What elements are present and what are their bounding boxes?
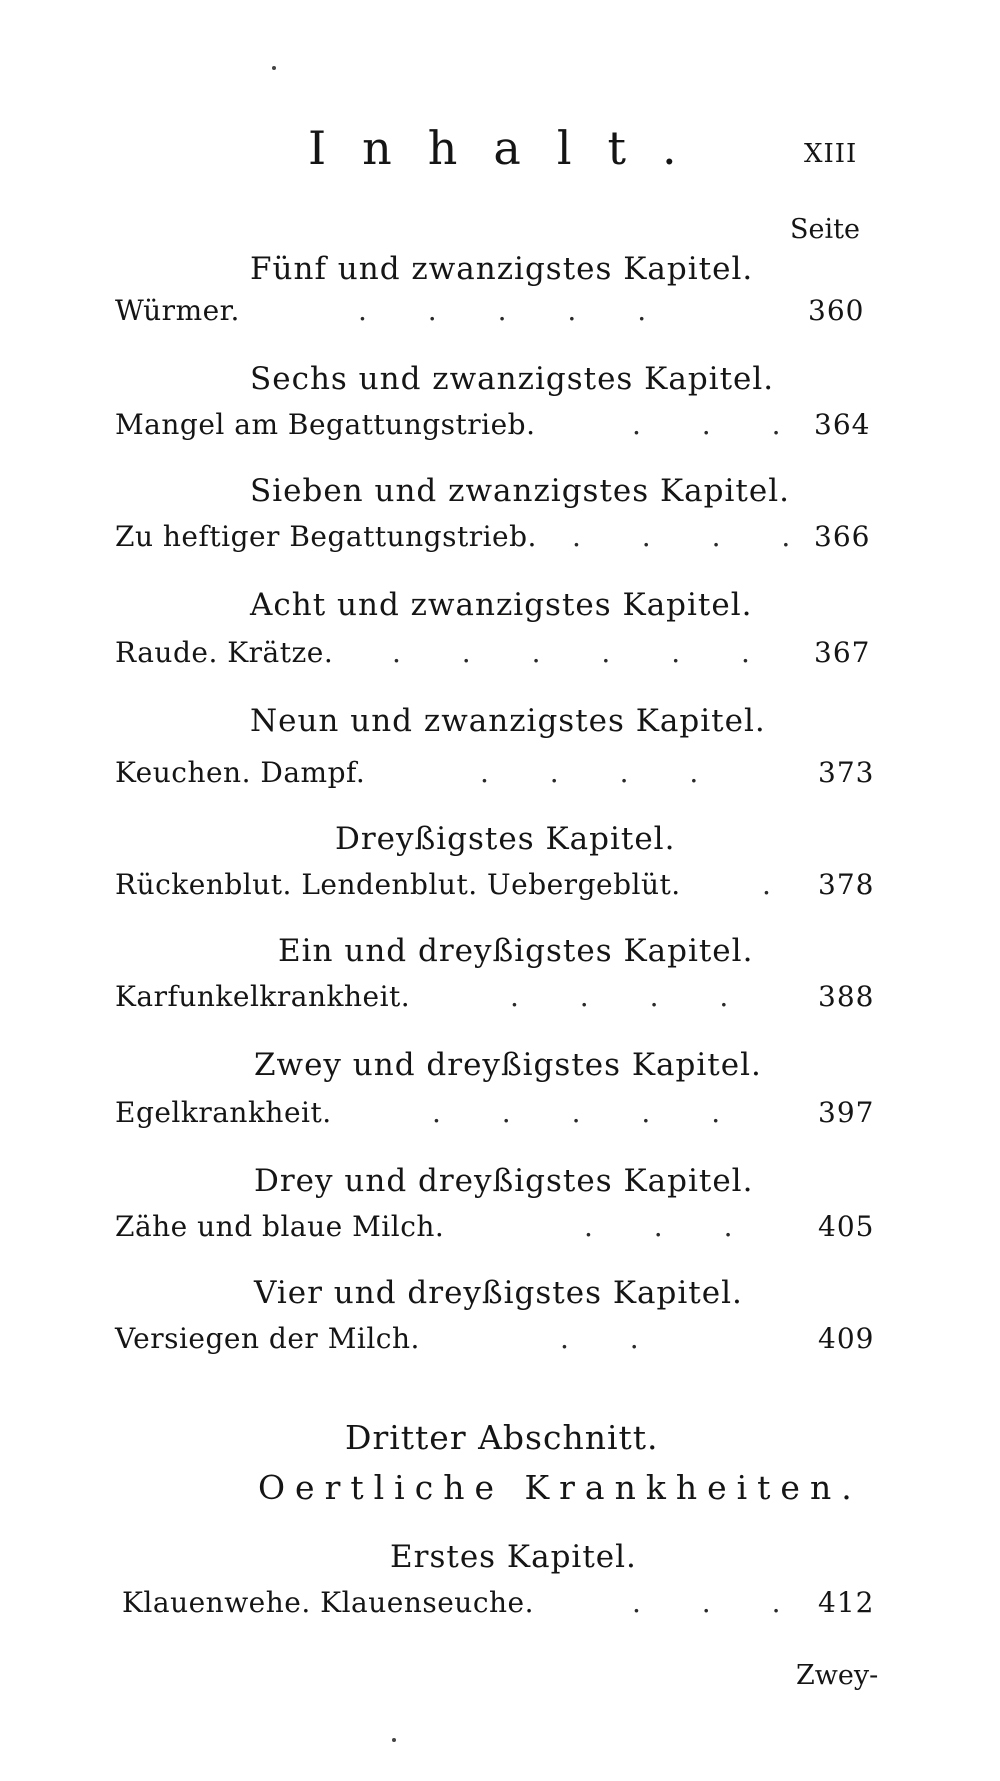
page-number: XIII	[804, 139, 858, 169]
chapter-heading: Zwey und dreyßigstes Kapitel.	[254, 1047, 762, 1083]
entry-page-number: 397	[818, 1096, 875, 1129]
chapter-heading: Vier und dreyßigstes Kapitel.	[254, 1275, 743, 1311]
section-title: Dritter Abschnitt.	[345, 1418, 659, 1457]
entry-page-number: 409	[818, 1322, 875, 1355]
entry-title: Würmer.	[115, 294, 240, 327]
entry-page-number: 378	[818, 868, 875, 901]
chapter-heading: Sechs und zwanzigstes Kapitel.	[250, 361, 775, 397]
entry-title: Egelkrankheit.	[115, 1096, 332, 1129]
dot-leader: . . . . . .	[392, 636, 776, 669]
ink-speck	[272, 66, 276, 70]
entry-title: Karfunkelkrankheit.	[115, 980, 411, 1013]
entry-page-number: 366	[814, 520, 871, 553]
running-title: Inhalt.	[308, 121, 713, 175]
chapter-heading: Sieben und zwanzigstes Kapitel.	[250, 473, 790, 509]
entry-page-number: 405	[818, 1210, 875, 1243]
dot-leader: . . . .	[510, 980, 755, 1013]
chapter-heading: Ein und dreyßigstes Kapitel.	[278, 933, 754, 969]
dot-leader: . . .	[632, 1586, 807, 1619]
entry-title: Zu heftiger Begattungstrieb.	[115, 520, 537, 553]
catchword: Zwey-	[796, 1660, 879, 1691]
entry-title: Zähe und blaue Milch.	[115, 1210, 445, 1243]
entry-page-number: 388	[818, 980, 875, 1013]
entry-page-number: 373	[818, 756, 875, 789]
dot-leader: . . . .	[480, 756, 725, 789]
entry-page-number: 412	[818, 1586, 875, 1619]
entry-title: Klauenwehe. Klauenseuche.	[122, 1586, 535, 1619]
ink-speck	[392, 1738, 396, 1742]
dot-leader: . . . . .	[358, 294, 673, 327]
dot-leader: . . . .	[572, 520, 817, 553]
entry-page-number: 367	[814, 636, 871, 669]
entry-title: Versiegen der Milch.	[115, 1322, 420, 1355]
entry-title: Keuchen. Dampf.	[115, 756, 366, 789]
section-subtitle: Oertliche Krankheiten.	[258, 1468, 862, 1507]
chapter-heading: Dreyßigstes Kapitel.	[335, 821, 676, 857]
chapter-heading: Drey und dreyßigstes Kapitel.	[254, 1163, 754, 1199]
dot-leader: . . .	[632, 408, 807, 441]
entry-title: Rückenblut. Lendenblut. Uebergeblüt.	[115, 868, 681, 901]
dot-leader: . . .	[584, 1210, 759, 1243]
dot-leader: .	[762, 868, 797, 901]
entry-title: Raude. Krätze.	[115, 636, 334, 669]
entry-title: Mangel am Begattungstrieb.	[115, 408, 536, 441]
chapter-heading: Acht und zwanzigstes Kapitel.	[250, 587, 753, 623]
chapter-heading: Neun und zwanzigstes Kapitel.	[250, 703, 766, 739]
entry-page-number: 364	[814, 408, 871, 441]
entry-page-number: 360	[808, 294, 865, 327]
chapter-heading: Fünf und zwanzigstes Kapitel.	[250, 251, 754, 287]
dot-leader: . .	[560, 1322, 665, 1355]
seite-column-label: Seite	[790, 214, 860, 245]
chapter-heading: Erstes Kapitel.	[390, 1539, 637, 1575]
dot-leader: . . . . .	[432, 1096, 747, 1129]
